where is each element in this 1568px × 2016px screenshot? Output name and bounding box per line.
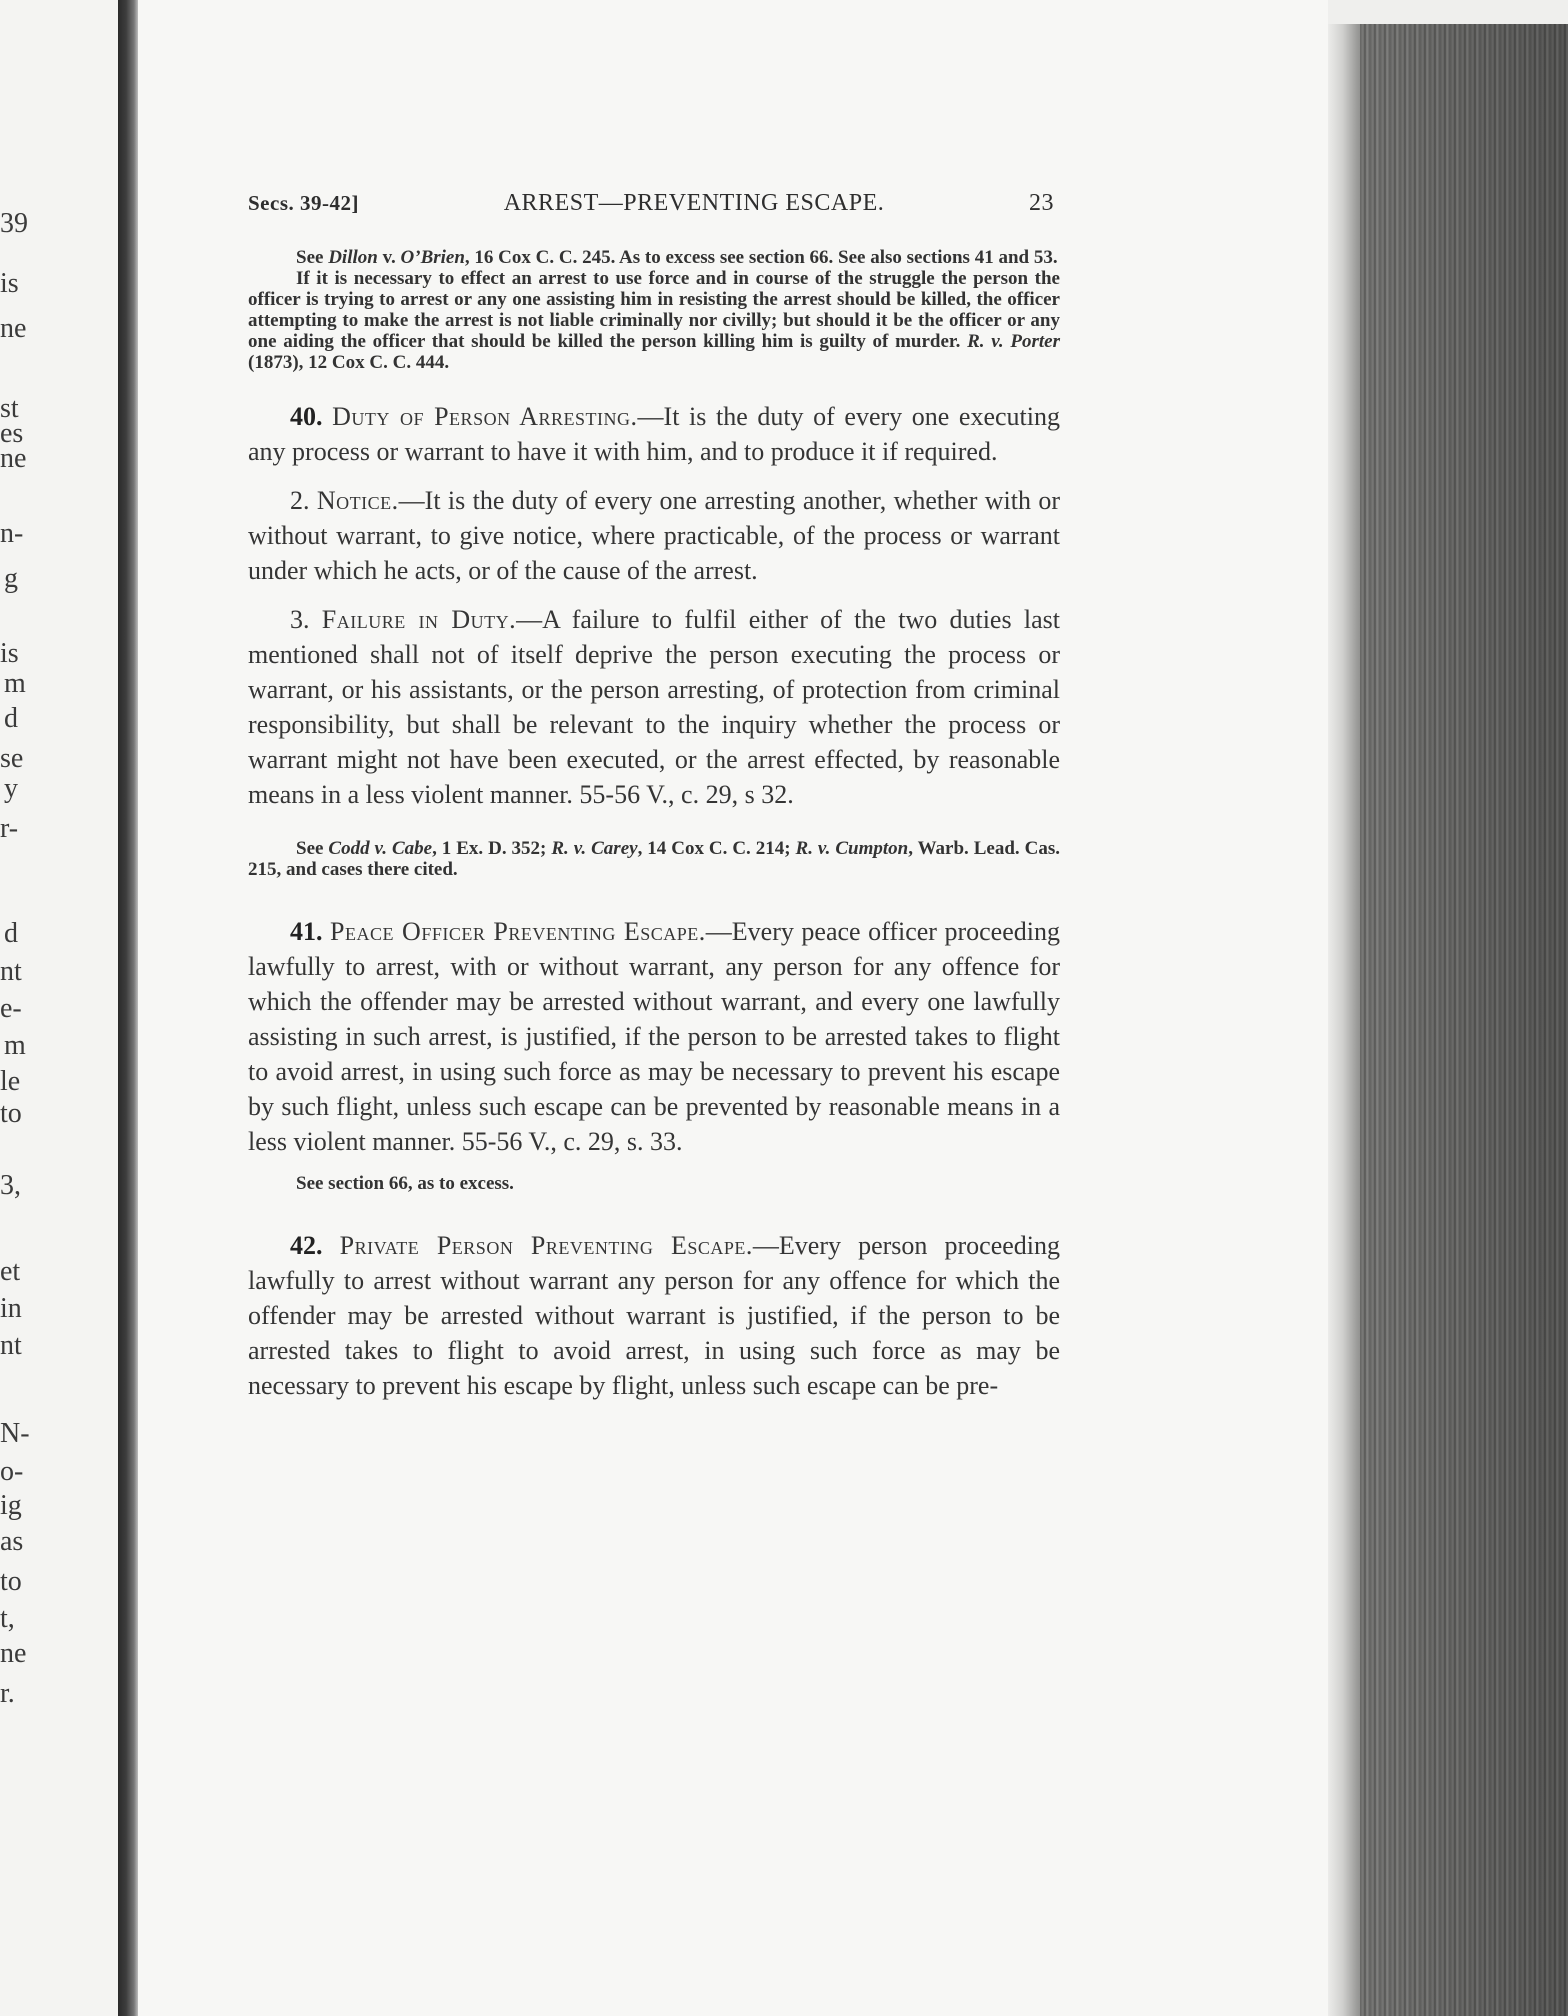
note-39-reference bbox=[248, 247, 1060, 268]
note-39-explanation bbox=[248, 268, 1060, 373]
subsection-text: —A failure to fulfil either of the two duties last mentioned shall not of itself deprive the person executing the process or warrant, or his assistants, or the person arresting, of protection from criminal responsibility, but shall be relevant to the inquiry whether the process or warrant might not have been executed, or the arrest effected, by reasonable means in a less violent manner. 55-56 V., c. 29, s 32. bbox=[248, 605, 1060, 809]
note-section-41 bbox=[248, 1173, 1060, 1194]
section-42-main bbox=[248, 1228, 1060, 1403]
subsection-number: 2. bbox=[290, 486, 317, 515]
case-name: Dillon bbox=[328, 247, 378, 268]
facing-page-fragment: es bbox=[0, 418, 24, 449]
section-41-main bbox=[248, 914, 1060, 1159]
facing-page-fragment: le bbox=[0, 1066, 21, 1097]
section-40-main bbox=[248, 399, 1060, 469]
section-40-subsection-2 bbox=[248, 483, 1060, 588]
note-text: See bbox=[296, 838, 329, 859]
facing-page-fragment: as bbox=[0, 1526, 24, 1557]
facing-page-fragment: m bbox=[4, 668, 26, 699]
running-head-sections: Secs. 39-42] bbox=[248, 191, 359, 215]
facing-page-fragment: m bbox=[4, 1030, 26, 1061]
note-text: , 1 Ex. D. 352; bbox=[432, 838, 552, 859]
section-heading: Private Person Preventing Escape. bbox=[339, 1231, 753, 1260]
section-text: —It is the duty of every one executing any process or warrant to have it with him, and to produce it if required. bbox=[248, 402, 1060, 466]
note-text: v. bbox=[377, 247, 401, 268]
subsection-heading: Failure in Duty. bbox=[321, 605, 517, 634]
case-name: R. v. Carey bbox=[551, 838, 638, 859]
page-content bbox=[248, 190, 1060, 1403]
facing-page-fragment: o- bbox=[0, 1456, 24, 1487]
facing-page-fragment: ne bbox=[0, 313, 27, 344]
facing-page-fragment: to bbox=[0, 1098, 22, 1129]
note-text: (1873), 12 Cox C. C. 444. bbox=[248, 352, 450, 373]
section-number: 41. bbox=[290, 917, 323, 946]
facing-page-fragment: to bbox=[0, 1566, 22, 1597]
facing-page-fragment: is bbox=[0, 268, 19, 299]
book-gutter bbox=[118, 0, 138, 2016]
case-name: R. v. Cumpton bbox=[795, 838, 909, 859]
facing-page-fragment: se bbox=[0, 743, 24, 774]
subsection-text: —It is the duty of every one arresting another, whether with or without warrant, to give notice, where practicable, of the process or warrant under which he acts, or of the cause of the arrest. bbox=[248, 486, 1061, 585]
facing-page-fragment: nt bbox=[0, 956, 22, 987]
section-number: 40. bbox=[290, 402, 323, 431]
facing-page-fragment: in bbox=[0, 1293, 22, 1324]
section-42 bbox=[248, 1228, 1060, 1403]
facing-page-fragments bbox=[0, 0, 118, 2016]
facing-page-fragment: 3, bbox=[0, 1170, 21, 1201]
facing-page-fragment: et bbox=[0, 1256, 21, 1287]
facing-page-fragment: r. bbox=[0, 1678, 15, 1709]
facing-page-fragment: r- bbox=[0, 813, 19, 844]
note-text: , 14 Cox C. C. 214; bbox=[637, 838, 796, 859]
case-name: Codd v. Cabe bbox=[328, 838, 433, 859]
section-40-subsection-3 bbox=[248, 602, 1060, 812]
book-page-block-shade bbox=[1360, 18, 1568, 2016]
section-heading: Duty of Person Arresting. bbox=[332, 402, 638, 431]
note-section-40 bbox=[248, 838, 1060, 880]
facing-page-fragment: g bbox=[4, 563, 18, 594]
subsection-heading: Notice. bbox=[316, 486, 399, 515]
facing-page-fragment: ne bbox=[0, 443, 27, 474]
section-text: —Every person proceeding lawfully to arrest without warrant any person for any offence for which the offender may be arrested without warrant is justified, if the person to be arrested takes to flight to avoid arrest, in using such force as may be necessary to prevent his escape by flight, unless such escape can be pre- bbox=[248, 1231, 1061, 1400]
facing-page-fragment: n- bbox=[0, 518, 24, 549]
section-number: 42. bbox=[290, 1231, 323, 1260]
section-40 bbox=[248, 399, 1060, 812]
note-text: , 16 Cox C. C. 245. As to excess see section 66. See also sections 41 and 53. bbox=[464, 247, 1058, 268]
note-text: See bbox=[296, 247, 329, 268]
facing-page-fragment: 39 bbox=[0, 208, 28, 239]
facing-page-fragment: st bbox=[0, 393, 19, 424]
facing-page-fragment: N- bbox=[0, 1418, 30, 1449]
running-head bbox=[248, 190, 1060, 217]
facing-page-fragment: is bbox=[0, 638, 19, 669]
section-heading: Peace Officer Preventing Escape. bbox=[330, 917, 706, 946]
section-text: —Every peace officer proceeding lawfully to arrest, with or without warrant, any person for any offence for which the offender may be arrested without warrant, and every one lawfully assisting in such arrest, is justified, if the person to be arrested takes to flight to avoid arrest, in using such force as may be necessary to prevent his escape by such flight, unless such escape can be prevented by reasonable means in a less violent manner. 55-56 V., c. 29, s. 33. bbox=[248, 917, 1060, 1156]
section-41 bbox=[248, 914, 1060, 1159]
top-background bbox=[1328, 0, 1568, 24]
facing-page-fragment: y bbox=[4, 773, 18, 804]
facing-page-fragment: ne bbox=[0, 1638, 27, 1669]
case-name: R. v. Porter bbox=[967, 331, 1060, 352]
facing-page-fragment: d bbox=[4, 703, 18, 734]
note-40-reference bbox=[248, 838, 1060, 880]
page-number: 23 bbox=[1028, 190, 1054, 216]
case-name: O’Brien bbox=[400, 247, 465, 268]
facing-page-fragment: d bbox=[4, 918, 18, 949]
facing-page-fragment: nt bbox=[0, 1330, 22, 1361]
note-41-reference: See section 66, as to excess. bbox=[296, 1173, 514, 1194]
facing-page-fragment: t, bbox=[0, 1603, 15, 1634]
running-head-title: ARREST—PREVENTING ESCAPE. bbox=[503, 190, 885, 216]
facing-page-fragment: ig bbox=[0, 1490, 22, 1521]
note-text: , Warb. Lead. Cas. 215, and cases there cited. bbox=[248, 838, 1060, 880]
facing-page-fragment: e- bbox=[0, 993, 22, 1024]
subsection-number: 3. bbox=[290, 605, 322, 634]
note-text: If it is necessary to effect an arrest to use force and in course of the struggle the person the officer is trying to arrest or any one assisting him in resisting the arrest should be killed, the officer attempting to make the arrest is not liable criminally nor civilly; but should it be the officer or any one aiding the officer that should be killed the person killing him is guilty of murder. bbox=[248, 268, 1060, 352]
note-section-39 bbox=[248, 247, 1060, 373]
